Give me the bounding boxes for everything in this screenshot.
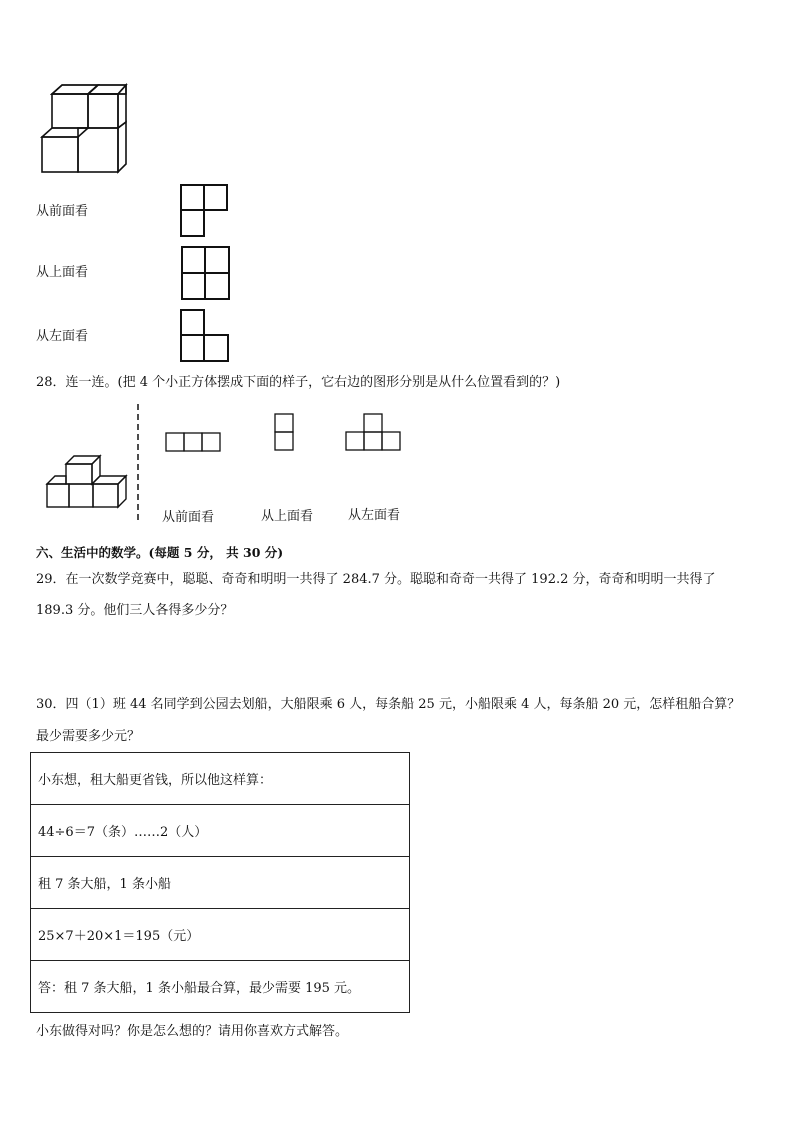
q27-label-front: 从前面看 — [36, 204, 89, 219]
table-row — [31, 857, 410, 909]
table-row — [31, 753, 410, 805]
q30-calculation-table — [30, 752, 410, 1013]
table-cell: 25×7＋20×1＝195（元） — [31, 909, 410, 961]
q29-text-line2: 189.3 分。他们三人各得多少分？ — [36, 603, 234, 618]
q30-text-line2: 最少需要多少元？ — [36, 729, 141, 744]
q29-text-line1: 29．在一次数学竞赛中，聪聪、奇奇和明明一共得了 284.7 分。聪聪和奇奇一共得了 192.2 分，奇奇和明明一共得了 — [36, 572, 716, 587]
table-cell: 44÷6＝7（条）……2（人） — [31, 805, 410, 857]
table-cell: 小东想，租大船更省钱，所以他这样算： — [31, 753, 410, 805]
q28-label-top: 从上面看 — [261, 509, 314, 524]
q28-shape-t-form — [345, 413, 403, 453]
q28-shape-two-stack — [274, 413, 296, 453]
table-row — [31, 805, 410, 857]
table-row — [31, 961, 410, 1013]
q27-left-view-shape — [180, 309, 230, 363]
q27-cube-figure — [38, 82, 133, 177]
q28-question: 28．连一连。(把 4 个小正方体摆成下面的样子，它右边的图形分别是从什么位置看到的？) — [36, 375, 561, 390]
q27-top-view-shape — [181, 246, 231, 302]
q30-text-line1: 30．四（1）班 44 名同学到公园去划船，大船限乘 6 人，每条船 25 元，小船限乘 4 人，每条船 20 元，怎样租船合算？ — [36, 697, 741, 712]
table-cell: 答：租 7 条大船，1 条小船最合算，最少需要 195 元。 — [31, 961, 410, 1013]
q28-shape-three-row — [165, 432, 223, 454]
table-cell: 租 7 条大船，1 条小船 — [31, 857, 410, 909]
table-row — [31, 909, 410, 961]
q27-label-left: 从左面看 — [36, 329, 89, 344]
q27-front-view-shape — [180, 184, 230, 238]
q28-dashed-divider — [136, 404, 140, 522]
q28-label-front: 从前面看 — [162, 510, 215, 525]
q27-label-top: 从上面看 — [36, 265, 89, 280]
q30-followup-question: 小东做得对吗？你是怎么想的？请用你喜欢方式解答。 — [36, 1024, 349, 1039]
q28-cube-figure — [44, 452, 124, 512]
section-6-title: 六、生活中的数学。(每题 5 分， 共 30 分) — [36, 545, 284, 560]
q28-label-left: 从左面看 — [348, 508, 401, 523]
